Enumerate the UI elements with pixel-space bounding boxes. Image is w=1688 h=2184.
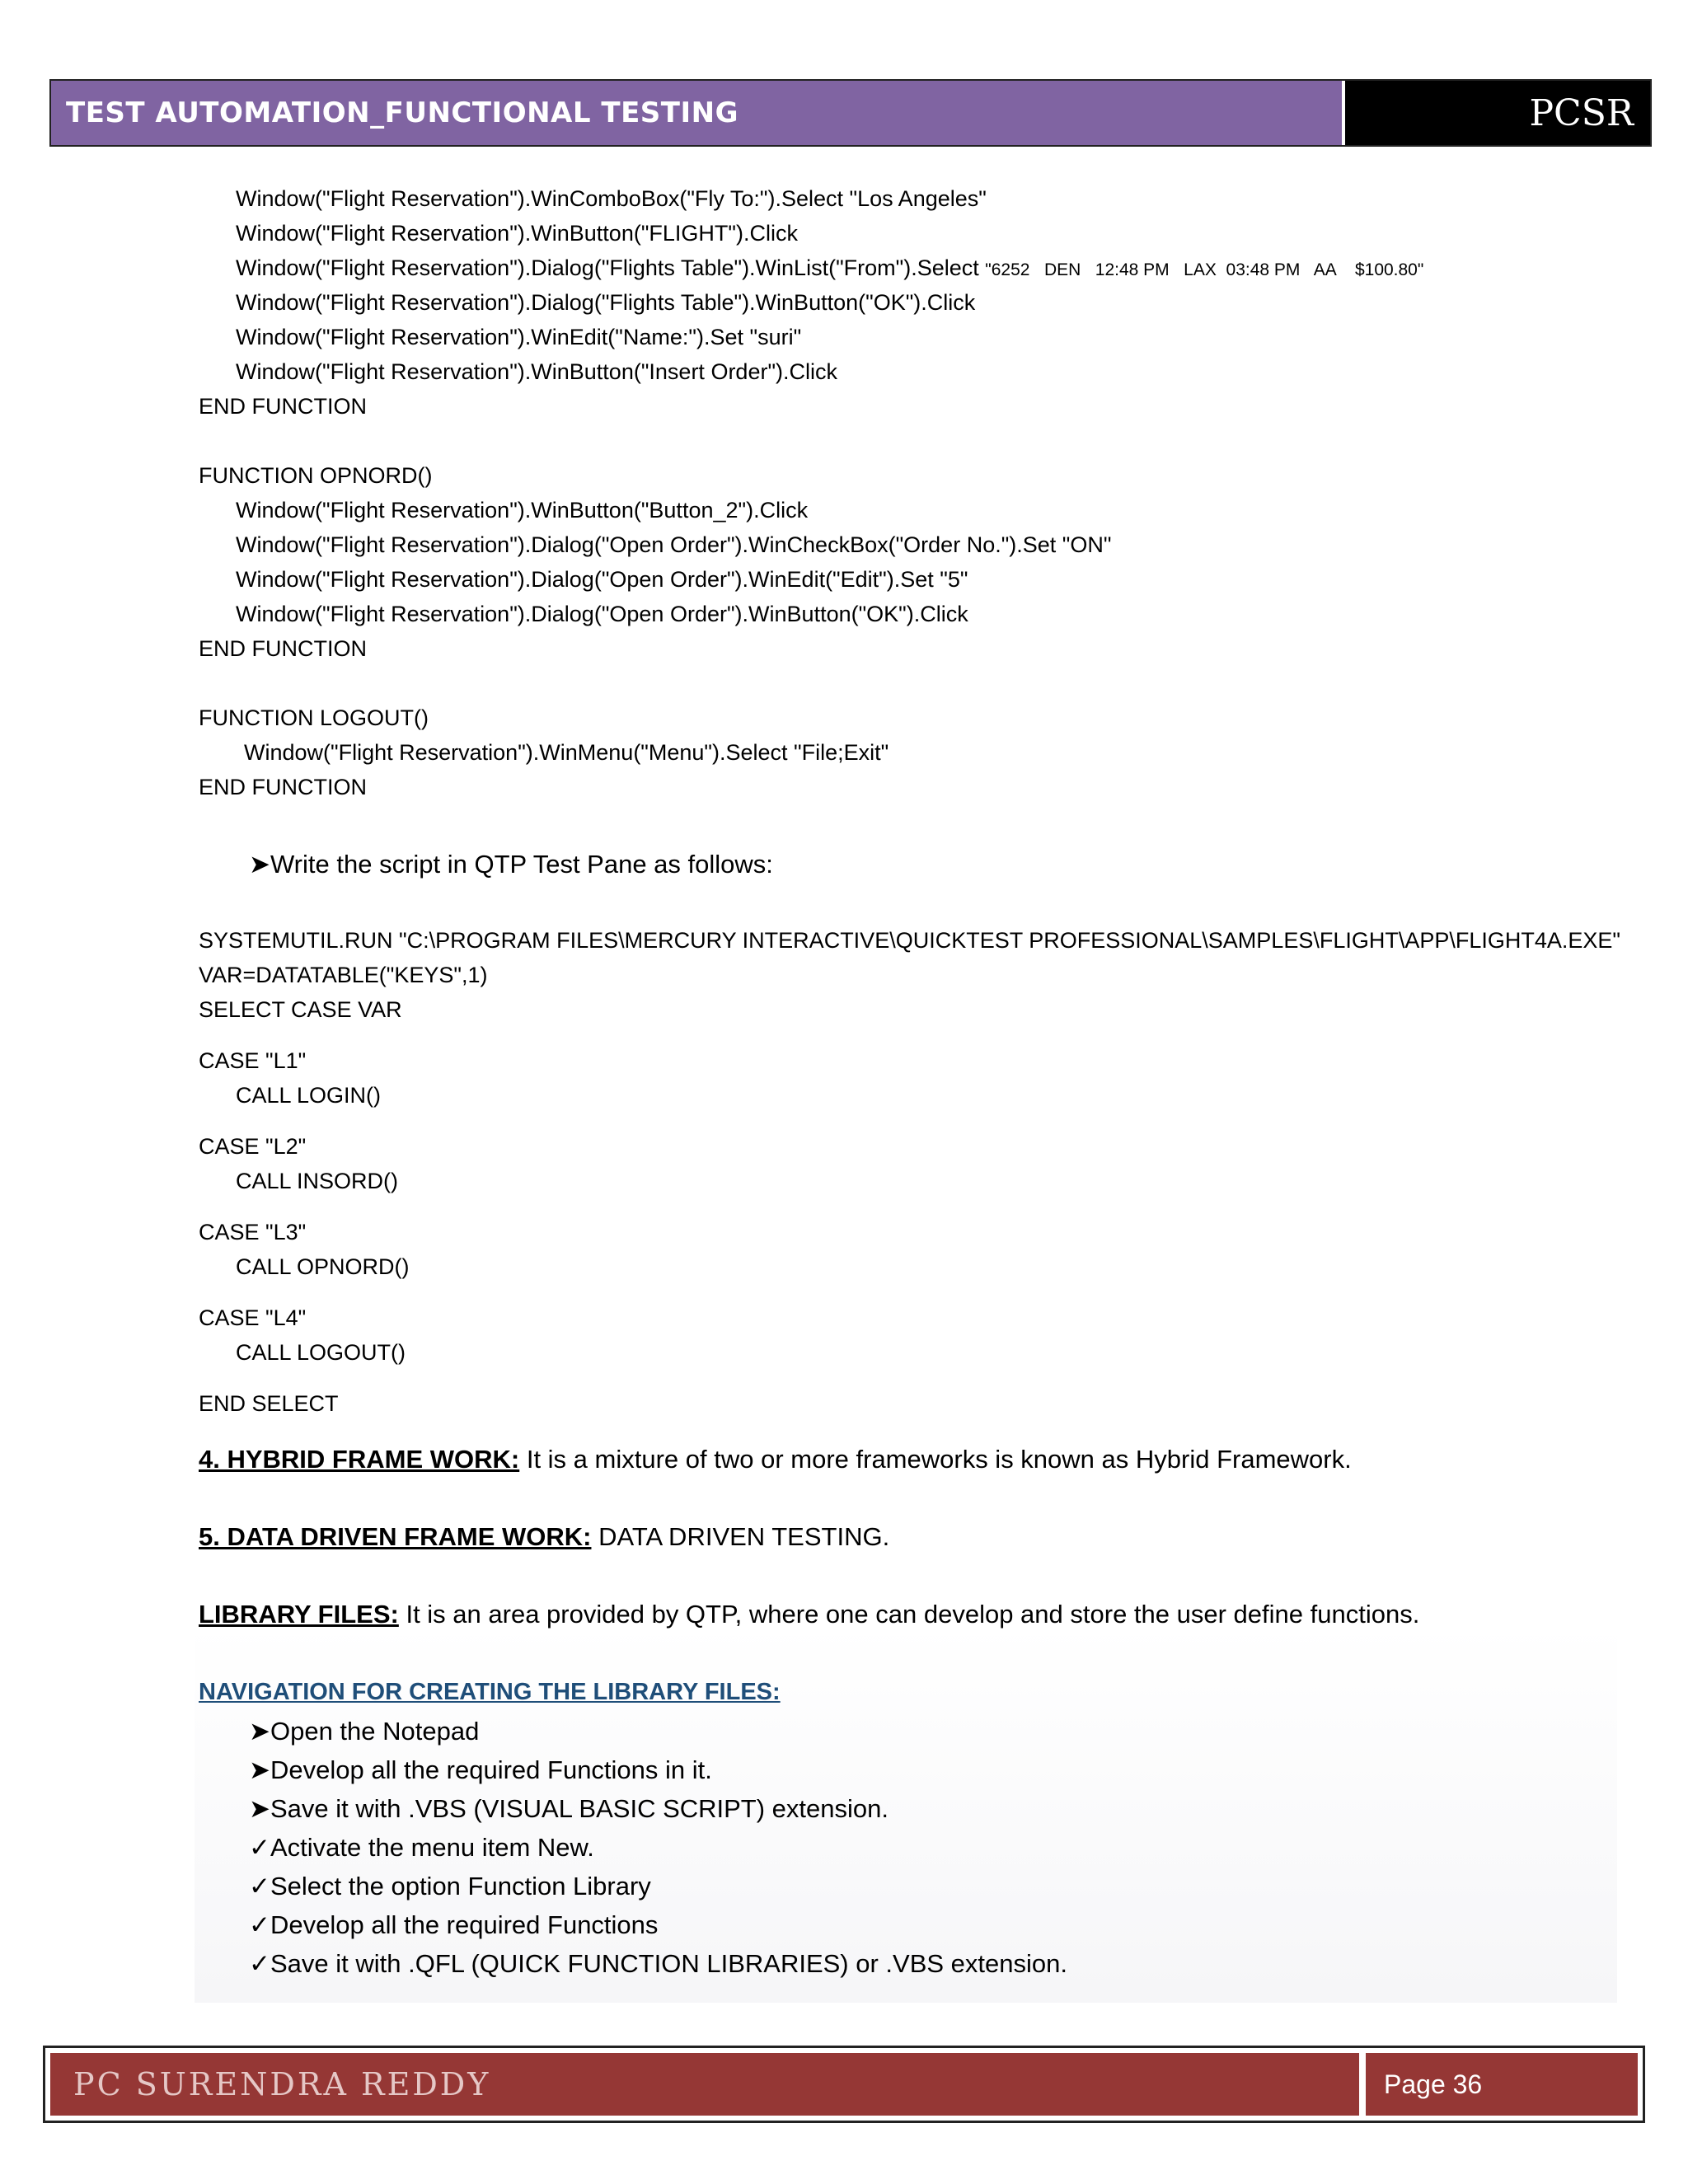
check-bullet-icon: ✓ — [249, 1910, 270, 1939]
case-line: CASE "L3" — [199, 1220, 307, 1244]
library-section: LIBRARY FILES: It is an area provided by QTP, where one can develop and store the user define functions. — [199, 1600, 1420, 1629]
call-line: CALL OPNORD() — [236, 1254, 410, 1279]
list-item: ➤Write the script in QTP Test Pane as follows: — [249, 850, 773, 879]
list-item: ✓Activate the menu item New. — [249, 1833, 594, 1862]
check-bullet-icon: ✓ — [249, 1833, 270, 1862]
hybrid-section: 4. HYBRID FRAME WORK: It is a mixture of two or more frameworks is known as Hybrid Framework. — [199, 1445, 1352, 1474]
header-title: TEST AUTOMATION_FUNCTIONAL TESTING — [51, 81, 1345, 145]
code-line: Window("Flight Reservation").Dialog("Open Order").WinButton("OK").Click — [236, 602, 968, 626]
section-heading: 5. DATA DRIVEN FRAME WORK: — [199, 1522, 592, 1551]
list-item: ➤Develop all the required Functions in it. — [249, 1755, 712, 1784]
code-line: SELECT CASE VAR — [199, 997, 402, 1022]
arrow-bullet-icon: ➤ — [249, 1794, 270, 1823]
header-brand: PCSR — [1345, 81, 1650, 145]
case-line: CASE "L1" — [199, 1048, 307, 1073]
arrow-bullet-icon: ➤ — [249, 1755, 270, 1784]
section-heading: 4. HYBRID FRAME WORK: — [199, 1445, 520, 1474]
page-footer — [43, 2046, 1645, 2123]
check-bullet-icon: ✓ — [249, 1949, 270, 1978]
navigation-heading: NAVIGATION FOR CREATING THE LIBRARY FILES: — [199, 1679, 781, 1705]
page-number: Page 36 — [1366, 2053, 1638, 2116]
code-line: Window("Flight Reservation").WinButton("FLIGHT").Click — [236, 221, 798, 246]
flight-select-value: "6252 DEN 12:48 PM LAX 03:48 PM AA $100.80" — [985, 260, 1424, 279]
arrow-bullet-icon: ➤ — [249, 850, 270, 879]
list-item: ➤Save it with .VBS (VISUAL BASIC SCRIPT) extension. — [249, 1794, 889, 1823]
code-line: Window("Flight Reservation").Dialog("Open Order").WinEdit("Edit").Set "5" — [236, 567, 968, 592]
call-line: CALL INSORD() — [236, 1169, 399, 1193]
list-item: ✓Select the option Function Library — [249, 1872, 651, 1900]
data-driven-section: 5. DATA DRIVEN FRAME WORK: DATA DRIVEN TESTING. — [199, 1522, 890, 1551]
end-function: END FUNCTION — [199, 775, 367, 799]
check-bullet-icon: ✓ — [249, 1872, 270, 1900]
arrow-bullet-icon: ➤ — [249, 1717, 270, 1746]
code-line: VAR=DATATABLE("KEYS",1) — [199, 963, 488, 987]
function-signature: FUNCTION OPNORD() — [199, 463, 433, 488]
end-function: END FUNCTION — [199, 636, 367, 661]
list-item: ✓Develop all the required Functions — [249, 1910, 659, 1939]
end-select: END SELECT — [199, 1391, 339, 1416]
code-line: Window("Flight Reservation").Dialog("Open Order").WinCheckBox("Order No.").Set "ON" — [236, 532, 1112, 557]
code-line: Window("Flight Reservation").WinButton("Button_2").Click — [236, 498, 809, 523]
function-signature: FUNCTION LOGOUT() — [199, 705, 429, 730]
list-item: ➤Open the Notepad — [249, 1717, 480, 1746]
code-line: Window("Flight Reservation").Dialog("Flights Table").WinButton("OK").Click — [236, 290, 976, 315]
code-text: Window("Flight Reservation").Dialog("Flights Table").WinList("From").Select — [236, 255, 986, 280]
code-line: Window("Flight Reservation").WinButton("Insert Order").Click — [236, 359, 838, 384]
code-line: Window("Flight Reservation").WinComboBox("Fly To:").Select "Los Angeles" — [236, 186, 987, 211]
case-line: CASE "L2" — [199, 1134, 307, 1159]
list-item: ✓Save it with .QFL (QUICK FUNCTION LIBRARIES) or .VBS extension. — [249, 1949, 1067, 1978]
call-line: CALL LOGOUT() — [236, 1340, 406, 1365]
end-function: END FUNCTION — [199, 394, 367, 419]
code-line: Window("Flight Reservation").WinEdit("Name:").Set "suri" — [236, 325, 802, 349]
code-line — [236, 254, 1423, 284]
section-heading: LIBRARY FILES: — [199, 1600, 399, 1629]
call-line: CALL LOGIN() — [236, 1083, 382, 1108]
case-line: CASE "L4" — [199, 1305, 307, 1330]
author-name: PC SURENDRA REDDY — [50, 2053, 1359, 2116]
code-line: SYSTEMUTIL.RUN "C:\PROGRAM FILES\MERCURY INTERACTIVE\QUICKTEST PROFESSIONAL\SAMPLES\FLIGHT\APP\FLIGHT4A.EXE" — [199, 928, 1621, 953]
page-header — [49, 79, 1652, 147]
code-line: Window("Flight Reservation").WinMenu("Menu").Select "File;Exit" — [244, 740, 889, 765]
